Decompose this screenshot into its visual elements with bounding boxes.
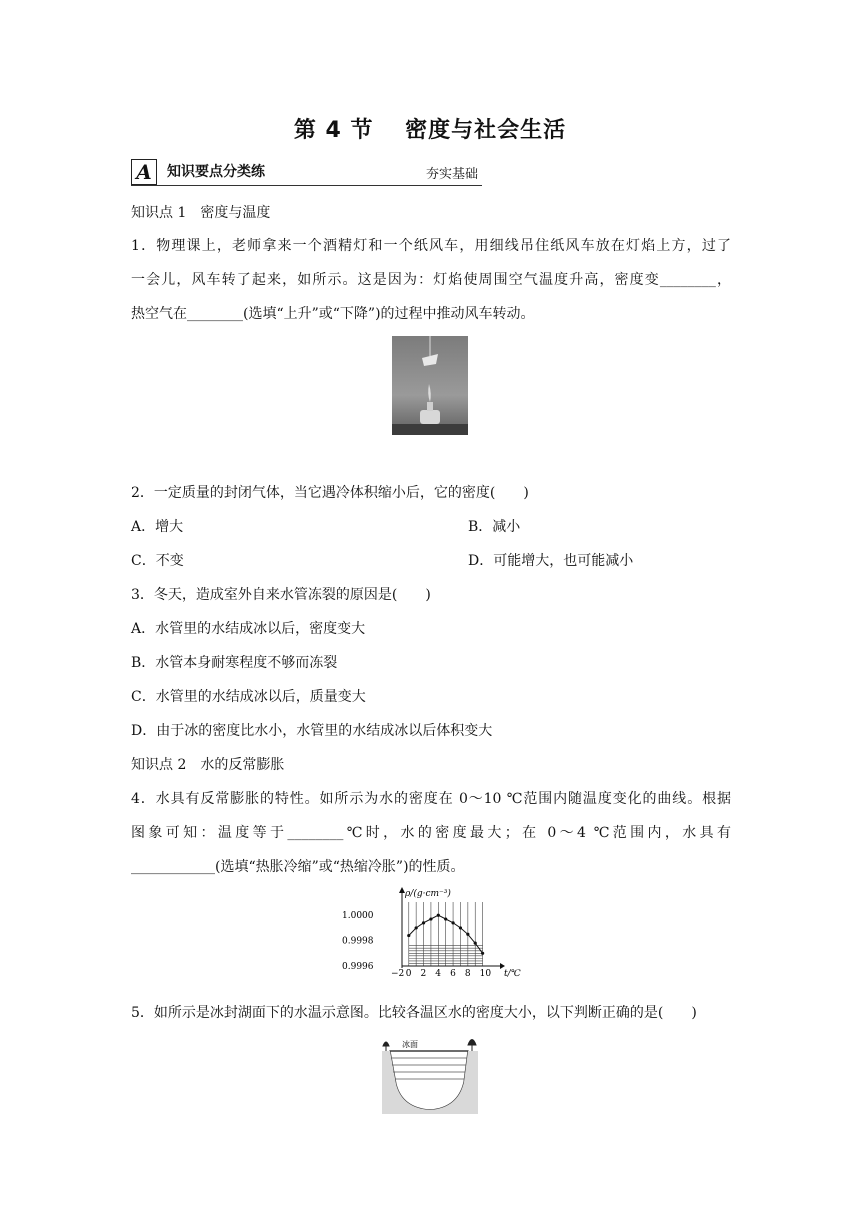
banner-subtitle: 夯实基础 [425,167,478,182]
y-tick-label: 0.9998 [342,936,374,947]
x-tick-label: 10 [479,969,492,978]
q4-line1: 4．水具有反常膨胀的特性。如所示为水的密度在 0～10 ℃范围内随温度变化的曲线。根据 [131,791,731,807]
q3-option-d: D．由于冰的密度比水小，水管里的水结成冰以后体积变大 [131,723,493,739]
x-tick-label: −2 [391,969,405,978]
data-point [459,926,462,929]
q3-option-a: A．水管里的水结成冰以后，密度变大 [131,621,366,637]
q2-option-c: C．不变 [131,553,184,569]
x-axis-label: t/℃ [504,969,521,978]
data-point [481,952,484,955]
q3-option-b: B．水管本身耐寒程度不够而冻裂 [131,655,338,671]
x-tick-label: 8 [464,969,471,978]
q4-line2: 图象可知：温度等于________℃时，水的密度最大；在 0～4 ℃范围内，水具有 [131,825,731,841]
data-point [429,917,432,920]
page-title: 第 4 节 密度与社会生活 [293,118,567,143]
data-point [437,914,440,917]
section-banner [131,157,482,186]
q3-stem: 3．冬天，造成室外自来水管冻裂的原因是( ) [131,587,431,603]
q2-option-b: B．减小 [468,519,521,535]
alcohol-lamp [420,410,440,424]
x-tick-label: 0 [405,969,412,978]
q1-line3: 热空气在________(选填“上升”或“下降”)的过程中推动风车转动。 [131,306,535,322]
x-tick-label: 2 [420,969,427,978]
data-point [466,933,469,936]
data-point [451,921,454,924]
x-tick-label: 6 [450,969,456,978]
q3-option-c: C．水管里的水结成冰以后，质量变大 [131,689,366,705]
knowledge-point-1: 知识点 1 密度与温度 [131,205,271,221]
lamp-wick [427,402,433,411]
y-tick-label: 1.0000 [342,911,374,922]
q5-stem: 5．如所示是冰封湖面下的水温示意图。比较各温区水的密度大小，以下判断正确的是( ) [131,1005,697,1021]
y-axis-label: ρ/(g·cm⁻³) [405,889,451,899]
q1-line1: 1．物理课上，老师拿来一个酒精灯和一个纸风车，用细线吊住纸风车放在灯焰上方，过了 [131,238,731,254]
banner-badge: A [131,159,157,185]
data-point [444,917,447,920]
q1-line2: 一会儿，风车转了起来，如所示。这是因为：灯焰使周围空气温度升高，密度变________， [131,272,731,288]
data-point [422,921,425,924]
banner-title: 知识要点分类练 [167,164,265,180]
y-tick-label: 0.9996 [342,962,374,972]
tree-icon [468,1040,476,1052]
pinwheel-photo [392,336,468,435]
tree-icon [383,1042,389,1051]
data-point [415,926,418,929]
lake-diagram [380,1034,480,1114]
density-chart [338,886,524,978]
data-point [407,934,410,937]
knowledge-point-2: 知识点 2 水的反常膨胀 [131,757,285,773]
ice-label: 冰面 [402,1040,418,1049]
q2-option-a: A．增大 [131,519,184,535]
table-surface [392,424,468,435]
q4-line3: ____________(选填“热胀冷缩”或“热缩冷胀”)的性质。 [131,859,465,875]
x-tick-label: 4 [435,969,442,978]
q2-option-d: D．可能增大，也可能减小 [468,553,634,569]
q2-stem: 2．一定质量的封闭气体，当它遇冷体积缩小后，它的密度( ) [131,485,529,501]
data-point [474,942,477,945]
